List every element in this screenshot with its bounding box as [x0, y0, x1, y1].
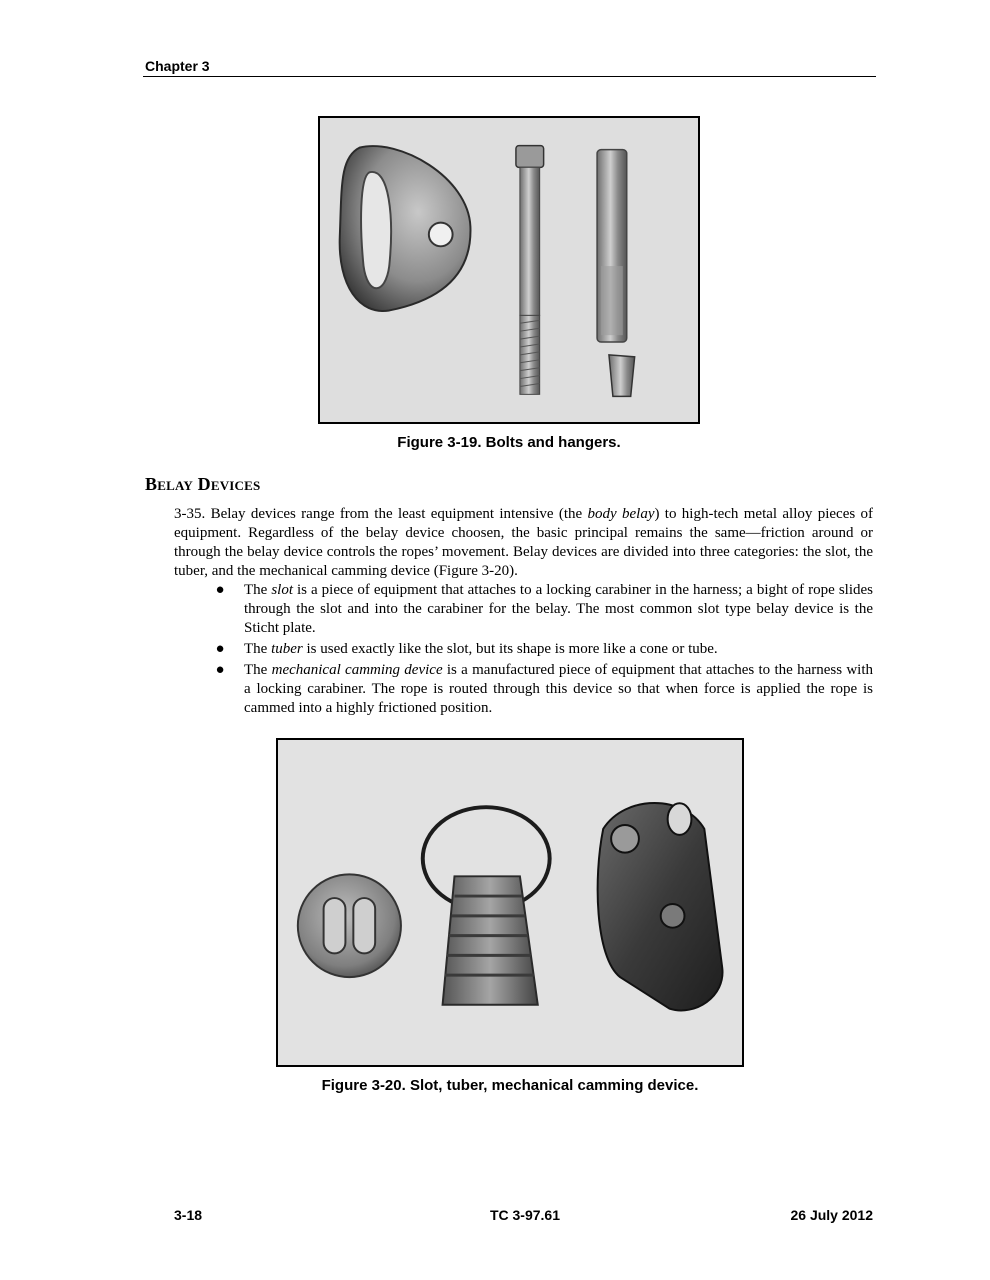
emphasis-mechanical-camming-device: mechanical camming device [271, 662, 443, 678]
belay-devices-image [278, 740, 742, 1065]
bullet-list [214, 581, 873, 720]
bullet-text: is a piece of equipment that attaches to a locking carabiner in the harness; a bight of rope slides through the slot and into the carabiner for the belay. The most common slot type belay device is the Sticht plate. [244, 582, 873, 636]
bullet-item-mechanical-camming-device [214, 661, 873, 718]
document-id: TC 3-97.61 [489, 1207, 561, 1223]
page-number: 3-18 [174, 1207, 203, 1223]
bullet-text: The [244, 582, 272, 598]
paragraph-3-35 [174, 505, 873, 581]
figure-3-19-photo [318, 116, 700, 424]
figure-3-19-caption: Figure 3-19. Bolts and hangers. [397, 434, 621, 451]
bolts-and-hangers-image [320, 118, 698, 422]
bullet-marker: ● [215, 641, 225, 657]
paragraph-number: 3-35. [174, 506, 206, 522]
chapter-header: Chapter 3 [145, 58, 210, 74]
bullet-text: The [244, 662, 272, 678]
bullet-item-tuber [214, 640, 873, 659]
document-date: 26 July 2012 [790, 1207, 873, 1223]
bolt [516, 146, 544, 395]
section-heading: Belay Devices [145, 474, 261, 494]
bullet-text: is used exactly like the slot, but its shape is more like a cone or tube. [302, 641, 718, 657]
bullet-text: is a manufactured piece of equipment that attaches to the harness with a locking carabiner. The rope is routed through this device so that when force is applied the rope is cammed into a highly frictioned position. [244, 662, 873, 716]
bullet-marker: ● [215, 662, 225, 678]
sticht-plate [298, 874, 401, 977]
figure-3-20-caption: Figure 3-20. Slot, tuber, mechanical camming device. [321, 1077, 699, 1094]
paragraph-text-part: Belay devices range from the least equipment intensive (the [205, 506, 588, 522]
paragraph-text [174, 505, 873, 581]
bullet-item-slot [214, 581, 873, 638]
emphasis-body-belay: body belay [587, 506, 655, 522]
emphasis-slot: slot [271, 582, 294, 598]
bullet-text: The [244, 641, 272, 657]
paragraph-text-part: ) to high-tech metal alloy pieces of equipment. Regardless of the belay device choosen, the basic principal remains the same—friction around or through the belay device controls the ropes’ movement. Belay devices are divided into three categories: the slot, the tuber, and the mechanical camming device (Figure 3-20). [174, 506, 874, 579]
figure-3-20-photo [276, 738, 744, 1067]
emphasis-tuber: tuber [271, 641, 303, 657]
bullet-marker: ● [215, 582, 225, 598]
header-rule [143, 76, 876, 77]
